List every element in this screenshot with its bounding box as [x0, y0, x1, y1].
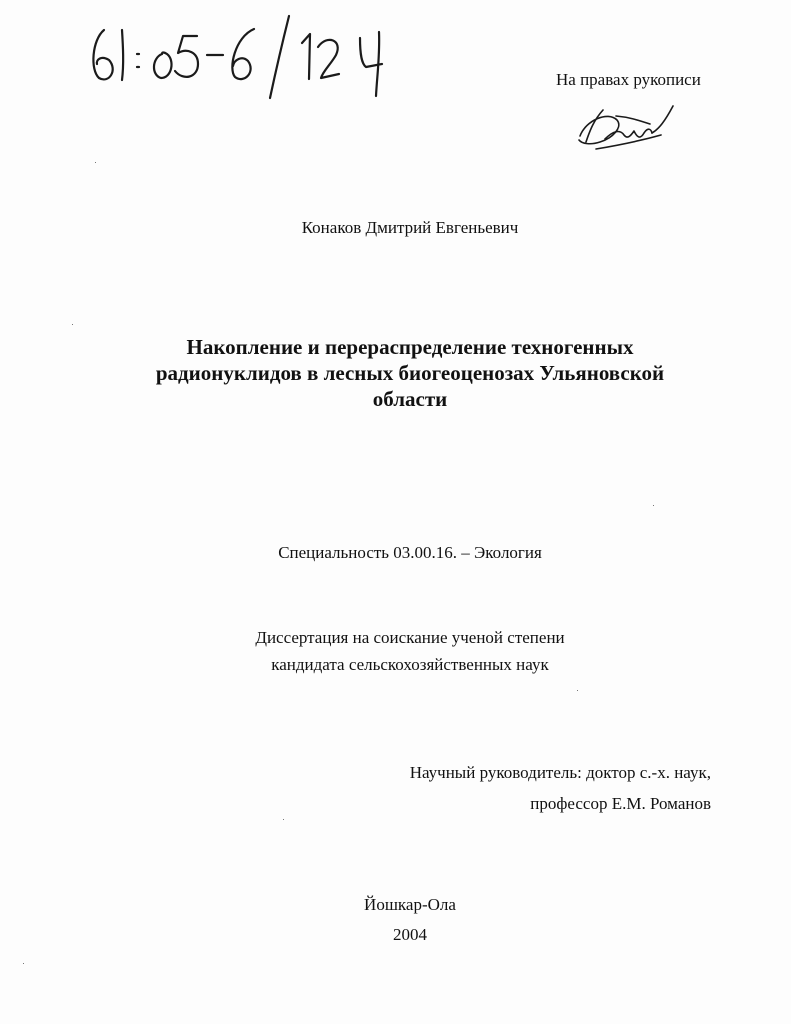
degree-statement [0, 624, 791, 678]
degree-line: Диссертация на соискание ученой степени [255, 628, 565, 647]
title-line: радионуклидов в лесных биогеоценозах Ульяновской [155, 361, 665, 385]
scan-speck [72, 324, 73, 325]
title-line: области [372, 387, 448, 411]
author-name: Конаков Дмитрий Евгеньевич [301, 218, 519, 237]
handwritten-archive-code [84, 12, 404, 100]
scan-speck [95, 162, 96, 163]
supervisor-line: Научный руководитель: доктор с.-х. наук, [409, 763, 711, 782]
author-signature [574, 102, 678, 154]
scan-speck [283, 819, 284, 820]
rights-note: На правах рукописи [556, 70, 701, 89]
place-and-year [0, 890, 791, 950]
specialty: Специальность 03.00.16. – Экология [278, 543, 542, 562]
scan-speck [577, 690, 578, 691]
scan-speck [23, 963, 24, 964]
degree-line: кандидата сельскохозяйственных наук [271, 655, 549, 674]
city: Йошкар-Ола [364, 895, 456, 914]
title-line: Накопление и перераспределение техногенных [186, 335, 634, 359]
scientific-supervisor [360, 757, 711, 819]
year: 2004 [393, 925, 427, 944]
dissertation-title [0, 334, 791, 412]
supervisor-line: профессор Е.М. Романов [530, 794, 711, 813]
scan-speck [653, 505, 654, 506]
